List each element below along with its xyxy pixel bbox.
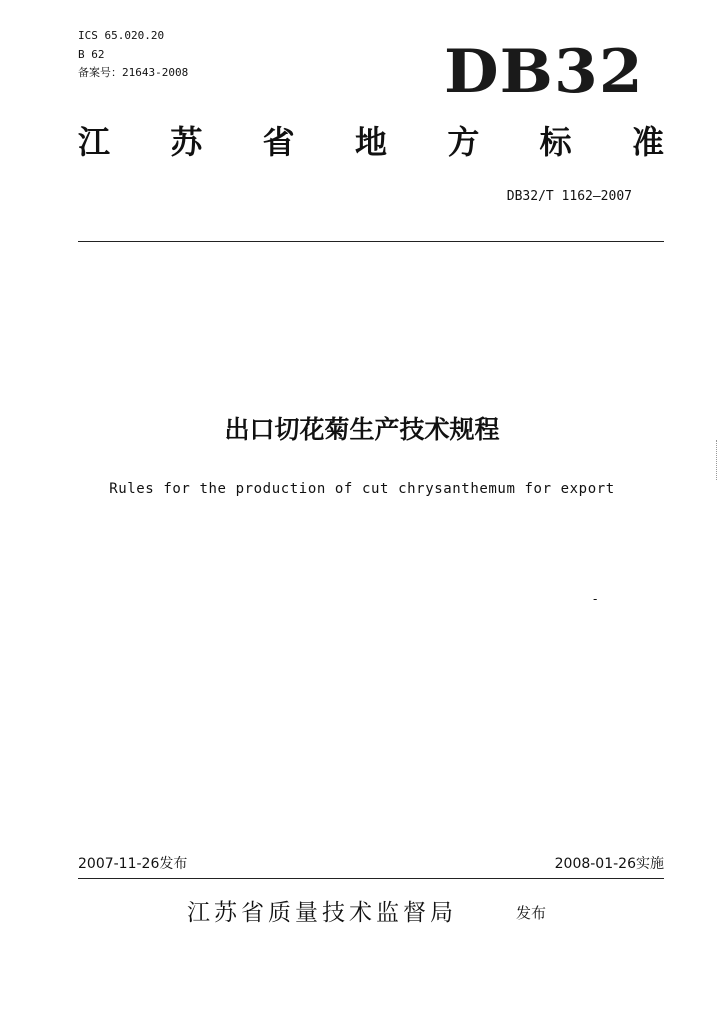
ccs-code: B 62 xyxy=(78,48,105,61)
ics-code: ICS 65.020.20 xyxy=(78,29,165,42)
standard-type-char: 地 xyxy=(354,123,387,161)
standard-type-char: 准 xyxy=(631,123,664,161)
filing-number: 备案号：21643-2008 xyxy=(78,66,189,79)
stray-mark: - xyxy=(593,592,598,606)
standard-type-char: 省 xyxy=(262,123,295,161)
issue-date: 2007-11-26发布 xyxy=(78,856,188,872)
standard-type-title xyxy=(78,122,664,162)
standard-number: DB32/T 1162—2007 xyxy=(506,189,632,204)
publisher-name: 江苏省质量技术监督局 xyxy=(187,900,457,926)
top-divider xyxy=(78,241,664,242)
document-title-cn: 出口切花菊生产技术规程 xyxy=(224,415,500,444)
standard-type-char: 方 xyxy=(447,123,480,161)
standard-type-char: 苏 xyxy=(170,123,203,161)
document-title-en: Rules for the production of cut chrysanthemum for export xyxy=(109,481,615,497)
publish-suffix: 发布 xyxy=(516,904,547,922)
scan-edge-mark xyxy=(716,440,719,480)
implementation-date: 2008-01-26实施 xyxy=(554,856,664,872)
bottom-divider xyxy=(78,878,664,879)
db32-logo: DB32 xyxy=(444,37,644,107)
standard-type-char: 江 xyxy=(78,123,111,161)
standard-type-char: 标 xyxy=(539,123,572,161)
